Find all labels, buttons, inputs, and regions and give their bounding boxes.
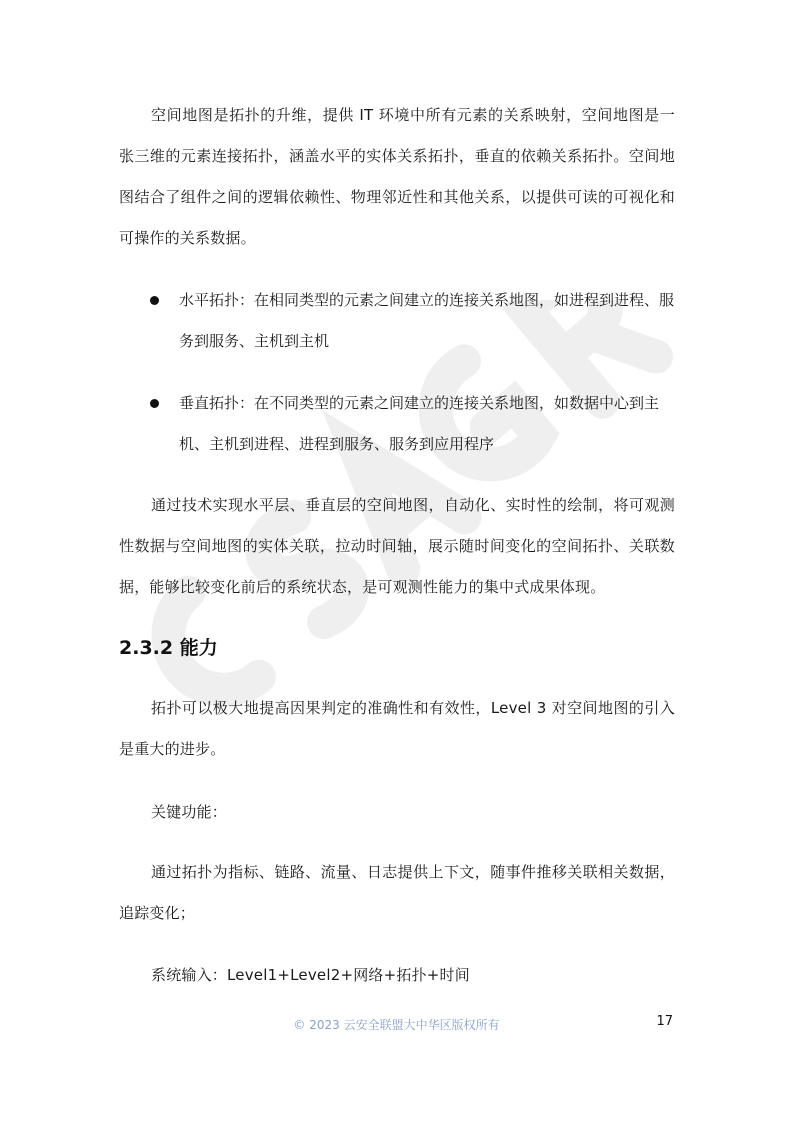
list-item-horizontal-topology	[150, 280, 675, 362]
page-number: 17	[656, 1014, 673, 1029]
bullet-icon	[150, 399, 159, 408]
list-item-text: 垂直拓扑：在不同类型的元素之间建立的连接关系地图，如数据中心到主机、主机到进程、进程到服务、服务到应用程序	[179, 394, 660, 453]
paragraph-key-features-label: 关键功能：	[151, 803, 228, 821]
footer-copyright: © 2023 云安全联盟大中华区版权所有	[293, 1018, 500, 1032]
paragraph-implementation: 通过技术实现水平层、垂直层的空间地图，自动化、实时性的绘制，将可观测性数据与空间地图的实体关联，拉动时间轴，展示随时间变化的空间拓扑、关联数据，能够比较变化前后的系统状态，是可观测性能力的集中式成果体现。	[119, 496, 675, 596]
paragraph-key-features: 通过拓扑为指标、链路、流量、日志提供上下文，随事件推移关联相关数据，追踪变化；	[119, 863, 675, 922]
list-item-text: 水平拓扑：在相同类型的元素之间建立的连接关系地图，如进程到进程、服务到服务、主机到主机	[179, 291, 675, 350]
paragraph-spatial-map-intro: 空间地图是拓扑的升维，提供 IT 环境中所有元素的关系映射，空间地图是一张三维的元素连接拓扑，涵盖水平的实体关系拓扑，垂直的依赖关系拓扑。空间地图结合了组件之间的逻辑依赖性、物理邻近性和其他关系，以提供可读的可视化和可操作的关系数据。	[119, 106, 675, 247]
list-item-vertical-topology	[150, 383, 675, 465]
paragraph-system-input: 系统输入：Level1+Level2+网络+拓扑+时间	[151, 966, 470, 984]
section-heading: 2.3.2 能力	[119, 637, 218, 659]
paragraph-topology-causality: 拓扑可以极大地提高因果判定的准确性和有效性，Level 3 对空间地图的引入是重大的进步。	[119, 699, 675, 758]
bullet-icon	[150, 296, 159, 305]
